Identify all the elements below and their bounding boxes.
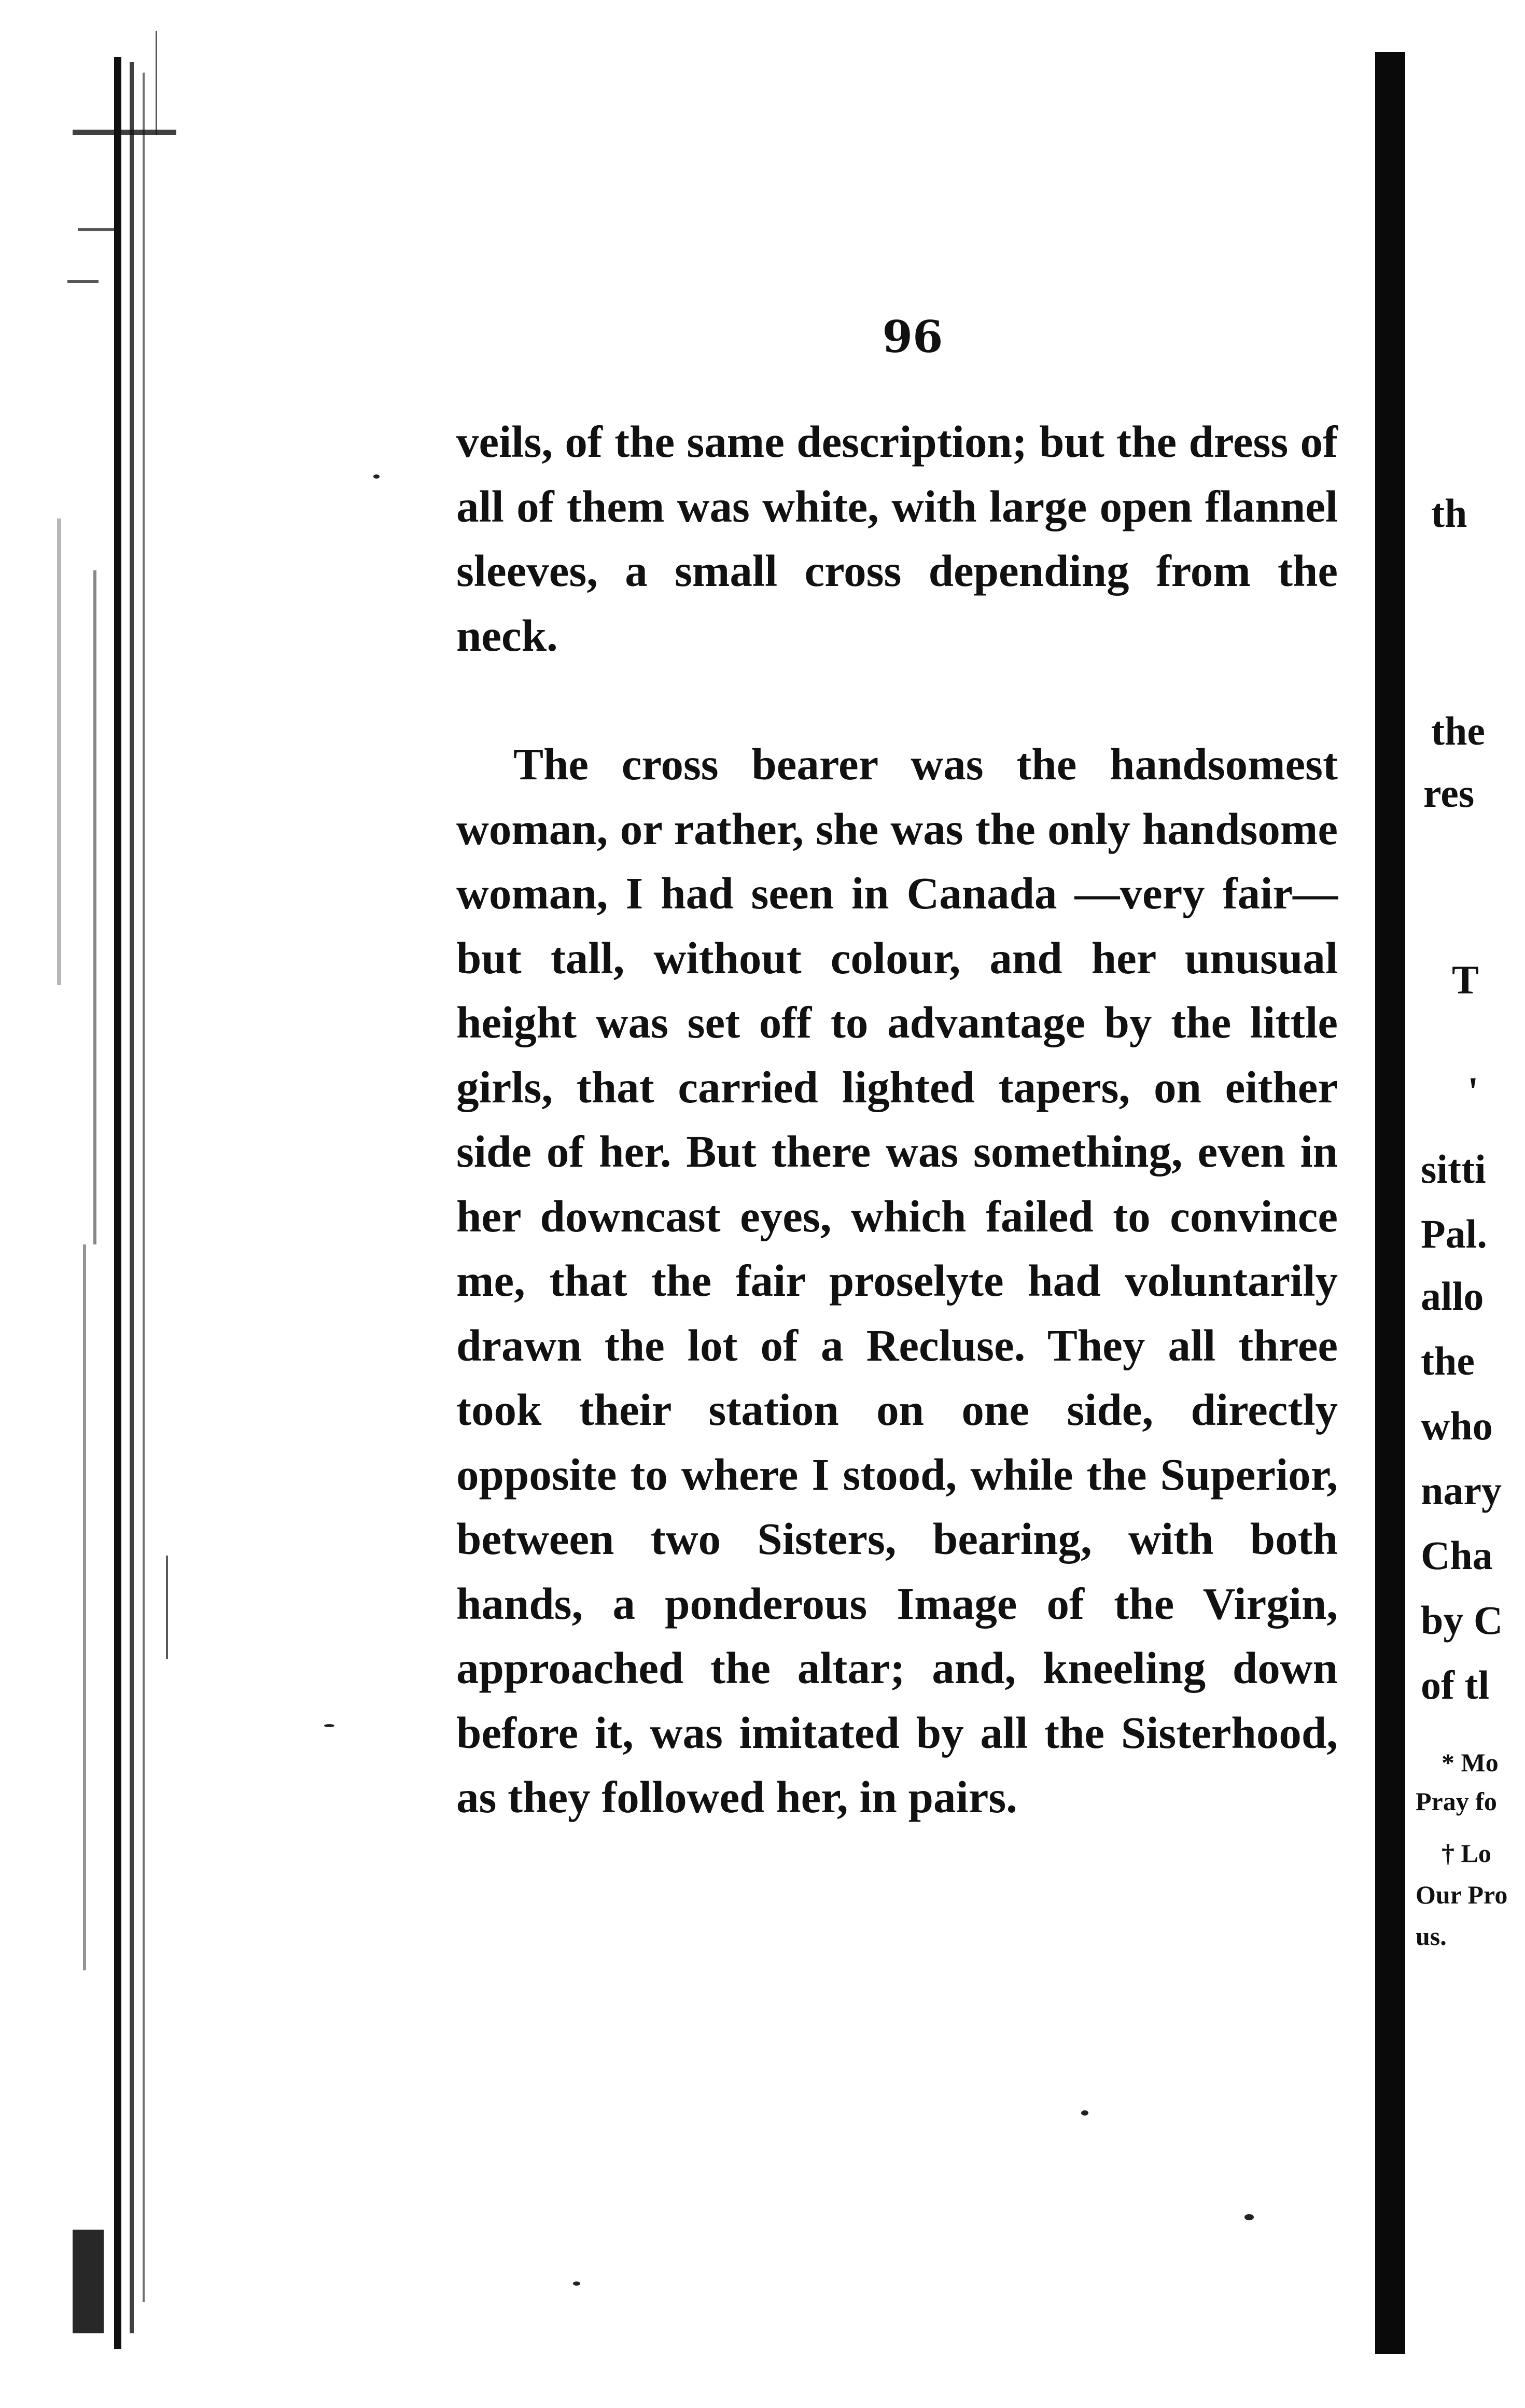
facing-line-3: res	[1423, 771, 1475, 816]
facing-line-1: th	[1431, 491, 1467, 536]
facing-line-14: of tl	[1421, 1662, 1490, 1707]
facing-line-12: Cha	[1421, 1533, 1493, 1578]
binding-shadow-bar	[1375, 52, 1405, 2354]
facing-line-4: T	[1452, 957, 1479, 1002]
facing-page-fragments	[1410, 0, 1525, 2408]
facing-line-9: the	[1421, 1338, 1475, 1383]
facing-footnote-1: * Mo	[1442, 1748, 1499, 1777]
paragraph-1: veils, of the same description; but the dress of all of them was white, with large open flannel sleeves, a small cross depending from the neck.	[456, 416, 1338, 661]
facing-footnote-4: Our Pro	[1416, 1880, 1508, 1909]
page-number: 96	[882, 311, 943, 362]
scan-speck	[1081, 2110, 1088, 2116]
facing-footnote-3: † Lo	[1442, 1839, 1491, 1868]
left-gutter-scan-artifacts	[0, 0, 176, 2408]
facing-line-10: who	[1421, 1403, 1493, 1448]
facing-line-7: Pal.	[1421, 1211, 1487, 1256]
paragraph-2: The cross bearer was the handsomest woman, or rather, she was the only handsome woman, I had seen in Canada —very fair—but tall, without colour, and her unusual height was set off to advantage by the little girls, that carried lighted tapers, on either side of her. But there was something, even in her downcast eyes, which failed to convince me, that the fair proselyte had voluntarily drawn the lot of a Recluse. They all three took their station on one side, directly opposite to where I stood, while the Superior, between two Sisters, bearing, with both hands, a ponderous Image of the Virgin, approached the altar; and, kneeling down before it, was imitated by all the Sisterhood, as they followed her, in pairs.	[456, 739, 1338, 1822]
facing-line-6: sitti	[1421, 1146, 1486, 1192]
scan-speck	[1244, 2214, 1254, 2220]
scan-speck	[373, 474, 380, 479]
body-text	[456, 410, 1338, 1830]
facing-line-8: allo	[1421, 1273, 1484, 1319]
scan-speck	[573, 2281, 580, 2286]
facing-footnote-2: Pray fo	[1416, 1787, 1497, 1816]
facing-line-2: the	[1431, 708, 1485, 753]
facing-footnote-5: us.	[1416, 1922, 1447, 1951]
facing-line-13: by C	[1421, 1598, 1503, 1643]
facing-line-11: nary	[1421, 1468, 1502, 1513]
facing-line-5: '	[1467, 1069, 1479, 1114]
scan-speck	[324, 1724, 334, 1727]
